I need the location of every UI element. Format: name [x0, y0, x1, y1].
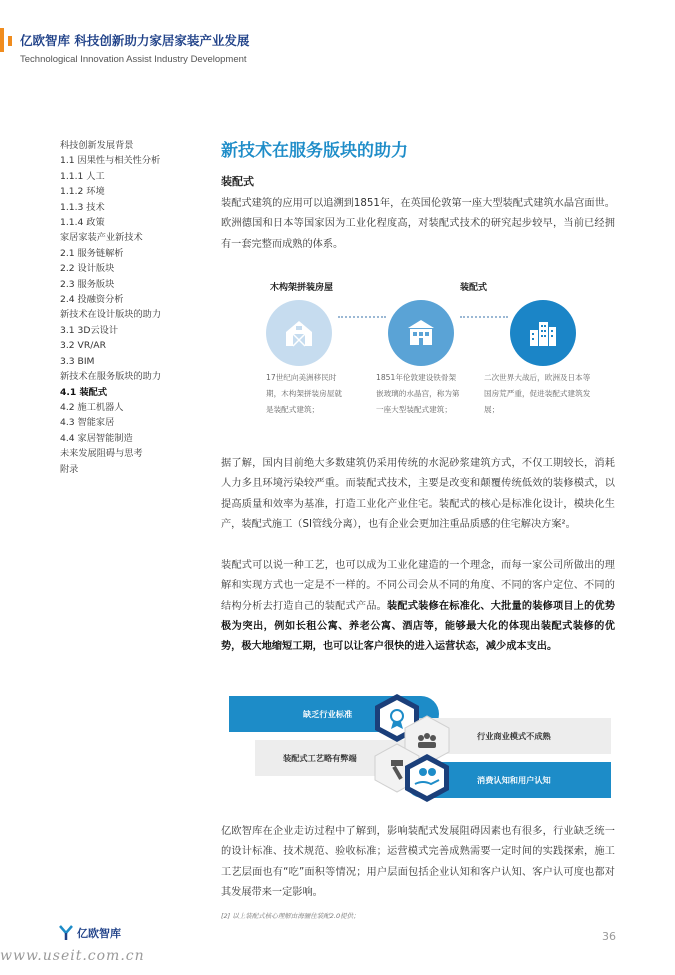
obstacle-label-4: 消费认知和用户认知 [477, 774, 551, 785]
toc-item[interactable]: 1.1.4 政策 [60, 217, 105, 229]
toc-item[interactable]: 4.1 装配式 [60, 386, 108, 398]
toc-item[interactable]: 2.4 投融资分析 [60, 294, 124, 306]
header-subtitle: Technological Innovation Assist Industry Development [20, 54, 247, 65]
hexagon-cluster [367, 692, 477, 804]
skyscraper-icon [510, 300, 576, 366]
paragraph-companies-bold: 装配式装修在标准化、大批量的装修项目上的优势极为突出，例如长租公寓、养老公寓、酒店等，能够最大化的体现出装配式装修的优势，极大地缩短工期，也可以让客户很快的进入运营状态，减少成本支出。 [221, 600, 616, 653]
toc-item[interactable]: 1.1.1 人工 [60, 170, 105, 182]
toc-item[interactable]: 4.3 智能家居 [60, 417, 115, 429]
timeline-caption-3: 二次世界大战后，欧洲及日本等国房荒严重，促进装配式建筑发展； [484, 373, 591, 414]
toc-item[interactable]: 科技创新发展背景 [60, 140, 134, 151]
obstacle-label-3: 装配式工艺略有弊端 [283, 752, 357, 763]
timeline-label-right: 装配式 [460, 283, 488, 293]
paragraph-companies-normal: 装配式可以说一种工艺，也可以成为工业化建造的一个理念，而每一家公司所做出的理解和实现方式也一定是不一样的。不同公司会从不同的角度、不同的客户定位、不同的结构分析去打造自己的装配式产品。 [221, 560, 615, 612]
toc-item[interactable]: 2.3 服务版块 [60, 278, 115, 290]
obstacle-label-2: 行业商业模式不成熟 [477, 730, 551, 741]
timeline-caption-1: 17世纪向美洲移民时期，木构架拼装房屋就是装配式建筑； [266, 373, 342, 414]
toc-item[interactable]: 1.1.2 环境 [60, 186, 105, 198]
barn-icon [266, 300, 332, 366]
paragraph-obstacles: 亿欧智库在企业走访过程中了解到，影响装配式发展阻碍因素也有很多，行业缺乏统一的设计标准、技术规范、验收标准；运营模式完善成熟需要一定时间的实践探索，施工工艺层面也有“吃”面积等情况；用户层面包括企业认知和客户认知、客户认可度也都对其发展带来一定影响。 [221, 826, 615, 898]
toc-item[interactable]: 3.2 VR/AR [60, 340, 106, 352]
toc-item[interactable]: 1.1 因果性与相关性分析 [60, 155, 161, 167]
toc-item[interactable]: 3.3 BIM [60, 355, 95, 367]
logo-mark-icon [59, 925, 73, 941]
toc-item[interactable]: 2.2 设计版块 [60, 263, 115, 275]
footnote: [2] 以上装配式核心理解由海骊住装配2.0提供； [221, 912, 360, 920]
paragraph-domestic: 据了解，国内目前绝大多数建筑仍采用传统的水泥砂浆建筑方式，不仅工期较长，消耗人力多且环境污染较严重。而装配式技术，主要是改变和颠覆传统低效的装修模式，以提高质量和效率为基准，打造工业化产业住宅。装配式的核心是标准化设计，模块化生产，装配式施工（SI管线分离），也有企业会更加注重品质感的住宅解决方案²。 [221, 458, 615, 530]
toc-item[interactable]: 家居家装产业新技术 [60, 232, 143, 244]
timeline-connector [460, 316, 508, 318]
header-title: 亿欧智库 科技创新助力家居家装产业发展 [20, 33, 250, 48]
toc-item[interactable]: 3.1 3D云设计 [60, 324, 119, 336]
timeline-connector [338, 316, 386, 318]
header-accent-bar [0, 28, 4, 52]
toc-item[interactable]: 1.1.3 技术 [60, 201, 105, 213]
toc-item[interactable]: 4.2 施工机器人 [60, 401, 124, 413]
toc-item[interactable]: 新技术在设计版块的助力 [60, 309, 162, 321]
toc-item[interactable]: 2.1 服务链解析 [60, 247, 124, 259]
page-number: 36 [602, 930, 616, 943]
timeline-caption-2: 1851年伦敦建设铁骨架嵌玻璃的水晶宫，称为第一座大型装配式建筑； [376, 373, 460, 414]
toc-item[interactable]: 附录 [60, 463, 79, 475]
toc-item[interactable]: 未来发展阻碍与思考 [60, 448, 143, 460]
watermark: www.useit.com.cn [0, 948, 145, 964]
footer-logo [59, 925, 121, 941]
logo-text: 亿欧智库 [77, 927, 121, 940]
section-title: 新技术在服务版块的助力 [221, 141, 408, 161]
obstacles-diagram [229, 692, 611, 804]
toc-item[interactable]: 4.4 家居智能制造 [60, 432, 133, 444]
sub-title: 装配式 [221, 175, 254, 188]
building-icon [388, 300, 454, 366]
table-of-contents [60, 138, 220, 477]
paragraph-companies [221, 556, 615, 657]
header-accent-bar-small [8, 36, 12, 46]
history-timeline-diagram [260, 276, 600, 436]
toc-item[interactable]: 新技术在服务版块的助力 [60, 371, 162, 383]
paragraph-intro: 装配式建筑的应用可以追溯到1851年，在英国伦敦第一座大型装配式建筑水晶宫面世。欧洲德国和日本等国家因为工业化程度高，对装配式技术的研究起步较早，当前已经拥有一套完整而成熟的体系。 [221, 198, 615, 250]
timeline-label-left: 木构架拼装房屋 [270, 283, 334, 293]
obstacle-label-1: 缺乏行业标准 [303, 708, 353, 719]
